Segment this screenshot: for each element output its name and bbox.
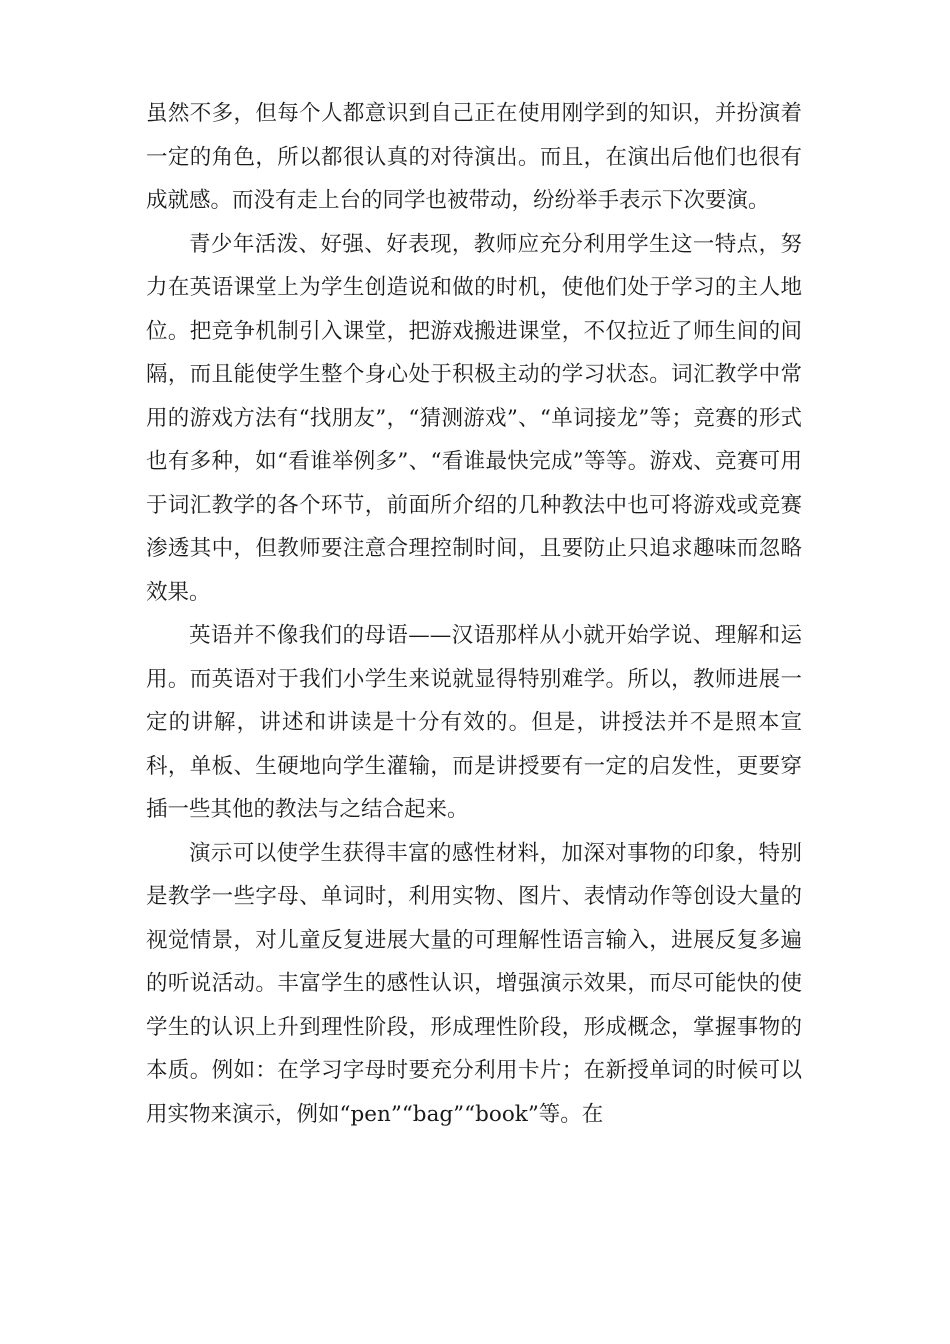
document-body (146, 92, 802, 1136)
paragraph-3: 英语并不像我们的母语——汉语那样从小就开始学说、理解和运用。而英语对于我们小学生来说就显得特别难学。所以，教师进展一定的讲解，讲述和讲读是十分有效的。但是，讲授法并不是照本宣科，单板、生硬地向学生灌输，而是讲授要有一定的启发性，更要穿插一些其他的教法与之结合起来。 (146, 623, 802, 822)
paragraph-2: 青少年活泼、好强、好表现，教师应充分利用学生这一特点，努力在英语课堂上为学生创造说和做的时机，使他们处于学习的主人地位。把竞争机制引入课堂，把游戏搬进课堂，不仅拉近了师生间的间隔，而且能使学生整个身心处于积极主动的学习状态。词汇教学中常用的游戏方法有“找朋友”，“猜测游戏”、“单词接龙”等；竞赛的形式也有多种，如“看谁举例多”、“看谁最快完成”等等。游戏、竞赛可用于词汇教学的各个环节，前面所介绍的几种教法中也可将游戏或竞赛渗透其中，但教师要注意合理控制时间，且要防止只追求趣味而忽略效果。 (146, 231, 802, 605)
paragraph-4: 演示可以使学生获得丰富的感性材料，加深对事物的印象，特别是教学一些字母、单词时，利用实物、图片、表情动作等创设大量的视觉情景，对儿童反复进展大量的可理解性语言输入，进展反复多遍的听说活动。丰富学生的感性认识，增强演示效果，而尽可能快的使学生的认识上升到理性阶段，形成理性阶段，形成概念，掌握事物的本质。例如：在学习字母时要充分利用卡片；在新授单词的时候可以用实物来演示，例如“pen”“bag”“book”等。在 (146, 840, 802, 1127)
paragraph-1: 虽然不多，但每个人都意识到自己正在使用刚学到的知识，并扮演着一定的角色，所以都很认真的对待演出。而且，在演出后他们也很有成就感。而没有走上台的同学也被带动，纷纷举手表示下次要演。 (146, 101, 802, 213)
